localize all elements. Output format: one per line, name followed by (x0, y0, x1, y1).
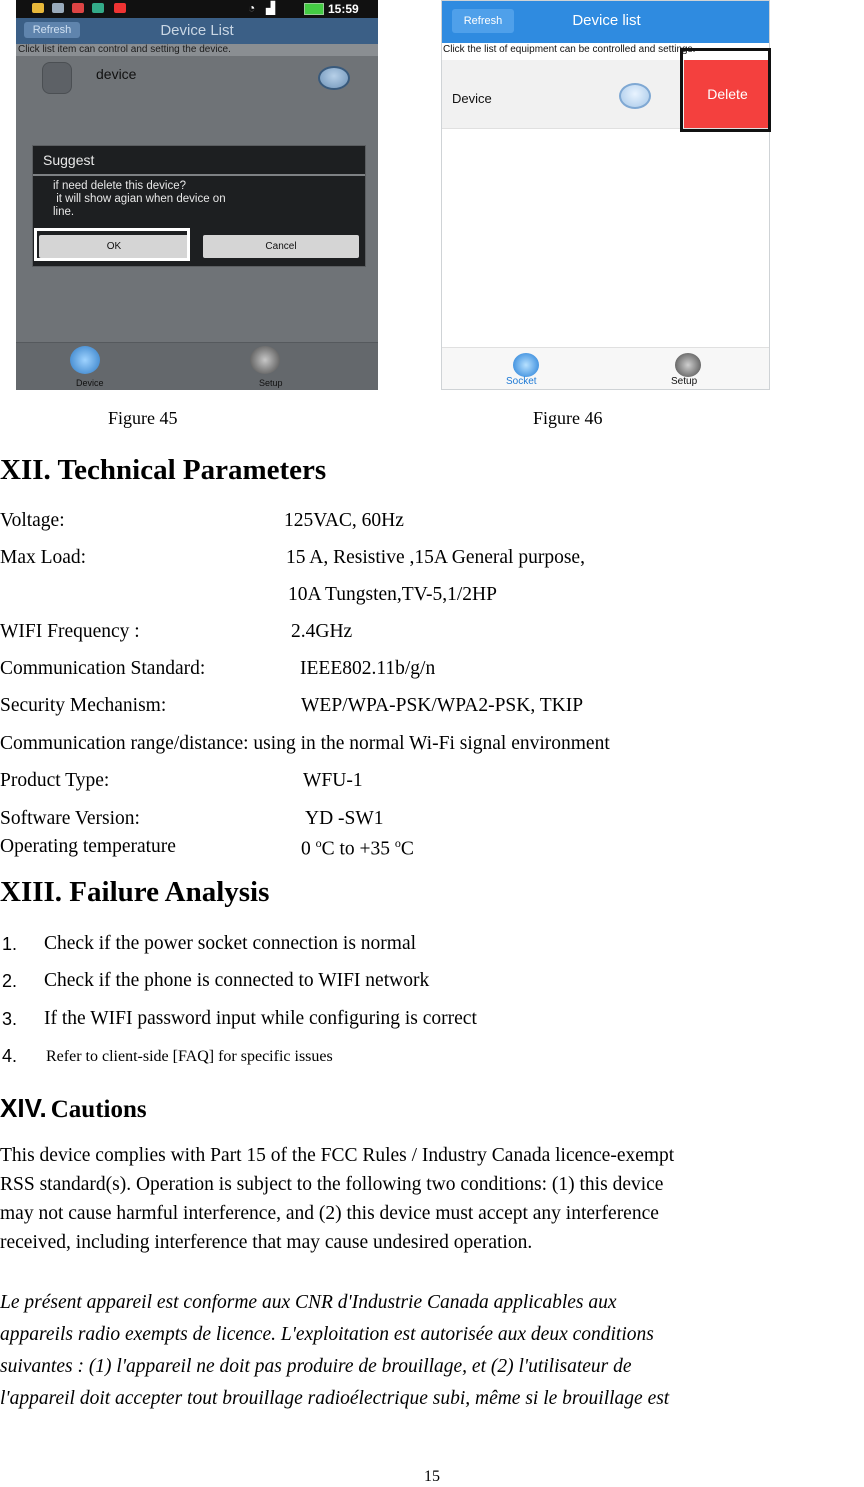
paragraph-line: appareils radio exempts de licence. L'exploitation est autorisée aux deux conditions (0, 1324, 654, 1345)
list-item: If the WIFI password input while configuring is correct (44, 1008, 477, 1029)
dialog-divider (33, 174, 365, 176)
dialog-message-line: if need delete this device? (53, 180, 186, 192)
wifi-icon: ◔ (248, 1, 256, 15)
param-label: Operating temperature (0, 836, 176, 857)
signal-icon: ▟ (266, 1, 276, 15)
device-status-radio[interactable] (619, 83, 651, 109)
ok-highlight-frame (34, 228, 190, 261)
refresh-button[interactable]: Refresh (24, 22, 80, 38)
socket-device-icon (42, 62, 72, 94)
temp-low: 0 (301, 838, 316, 860)
app-title: Device list (572, 12, 641, 29)
param-label: Max Load: (0, 547, 87, 568)
temp-high: C to +35 (321, 838, 395, 860)
heading-roman: XIV. (0, 1093, 47, 1123)
param-value: 125VAC, 60Hz (284, 510, 404, 531)
param-value: IEEE802.11b/g/n (300, 658, 436, 679)
heading-text: Cautions (50, 1096, 147, 1123)
param-label: Software Version: (0, 808, 140, 829)
ok-button[interactable]: OK (39, 235, 189, 258)
param-label: Voltage: (0, 510, 65, 531)
nav-setup-label[interactable]: Setup (671, 376, 698, 387)
dialog-message-line: line. (53, 206, 75, 218)
figure-45-caption: Figure 45 (108, 408, 178, 428)
dialog-message-line: it will show agian when device on (53, 193, 226, 205)
device-nav-icon[interactable] (70, 346, 100, 374)
status-time: 15:59 (328, 2, 359, 16)
bottom-nav (442, 347, 770, 390)
paragraph-line: may not cause harmful interference, and (2) this device must accept any interference (0, 1203, 659, 1224)
dialog-message (53, 180, 226, 219)
notification-icon (32, 3, 44, 13)
page-number: 15 (424, 1468, 440, 1485)
gear-icon[interactable] (675, 353, 701, 377)
list-number: 4. (2, 1046, 18, 1066)
param-label: Security Mechanism: (0, 695, 167, 716)
list-number: 1. (2, 934, 18, 954)
fcc-statement-french (0, 1287, 864, 1415)
paragraph-line: RSS standard(s). Operation is subject to the following two conditions: (1) this device (0, 1174, 664, 1195)
cancel-button[interactable]: Cancel (203, 235, 359, 258)
paragraph-line: Le présent appareil est conforme aux CNR d'Industrie Canada applicables aux (0, 1292, 617, 1313)
nav-socket-label[interactable]: Socket (506, 376, 537, 387)
gear-icon[interactable] (250, 346, 280, 374)
app-icon (72, 3, 84, 13)
image-icon (52, 3, 64, 13)
device-label[interactable]: Device (452, 91, 492, 106)
param-value (301, 836, 414, 861)
param-value: 2.4GHz (291, 621, 353, 642)
list-number: 3. (2, 1009, 18, 1029)
figure-45-screenshot (16, 0, 378, 390)
paragraph-line: received, including interference that may cause undesired operation. (0, 1232, 533, 1253)
app-title: Device List (160, 22, 234, 39)
figure-46-caption: Figure 46 (533, 408, 603, 428)
temp-unit: C (400, 838, 414, 860)
param-value: WFU-1 (303, 770, 363, 791)
status-bar (16, 0, 378, 18)
param-label: Communication Standard: (0, 658, 206, 679)
device-label[interactable]: device (96, 66, 137, 82)
dialog-title: Suggest (43, 152, 95, 168)
param-value: YD -SW1 (305, 808, 384, 829)
list-item: Check if the power socket connection is normal (44, 933, 417, 954)
delete-button[interactable]: Delete (684, 60, 770, 128)
list-number: 2. (2, 971, 18, 991)
battery-icon (304, 3, 324, 15)
device-status-radio[interactable] (318, 66, 350, 90)
section-heading-cautions (0, 1093, 147, 1124)
degree-sign: o (315, 836, 322, 850)
list-item: Check if the phone is connected to WIFI network (44, 970, 430, 991)
list-item: Refer to client-side [FAQ] for specific issues (46, 1048, 333, 1065)
nav-setup-label[interactable]: Setup (259, 378, 283, 388)
hint-text: Click the list of equipment can be controlled and settings. (443, 44, 696, 55)
paragraph-line: l'appareil doit accepter tout brouillage radioélectrique subi, même si le brouillage est (0, 1388, 670, 1409)
socket-nav-icon[interactable] (513, 353, 539, 377)
app-icon (92, 3, 104, 13)
paragraph-line: This device complies with Part 15 of the FCC Rules / Industry Canada licence-exempt (0, 1145, 675, 1166)
param-label: Communication range/distance: using in the normal Wi-Fi signal environment (0, 733, 610, 754)
refresh-button[interactable]: Refresh (452, 9, 514, 33)
paragraph-line: suivantes : (1) l'appareil ne doit pas produire de brouillage, et (2) l'utilisateur de (0, 1356, 632, 1377)
section-heading-failure-analysis: XIII. Failure Analysis (0, 876, 270, 908)
app-icon (114, 3, 126, 13)
bottom-nav (16, 342, 378, 390)
delete-highlight-frame (680, 48, 771, 132)
degree-sign: o (394, 836, 401, 850)
param-label: Product Type: (0, 770, 110, 791)
param-value: 10A Tungsten,TV-5,1/2HP (288, 584, 497, 605)
fcc-statement-english (0, 1141, 864, 1257)
hint-text: Click list item can control and setting the device. (16, 44, 378, 56)
param-label: WIFI Frequency : (0, 621, 140, 642)
section-heading-technical-parameters: XII. Technical Parameters (0, 454, 327, 486)
param-value: WEP/WPA-PSK/WPA2-PSK, TKIP (301, 695, 584, 716)
nav-device-label[interactable]: Device (76, 378, 104, 388)
param-value: 15 A, Resistive ,15A General purpose, (286, 547, 585, 568)
